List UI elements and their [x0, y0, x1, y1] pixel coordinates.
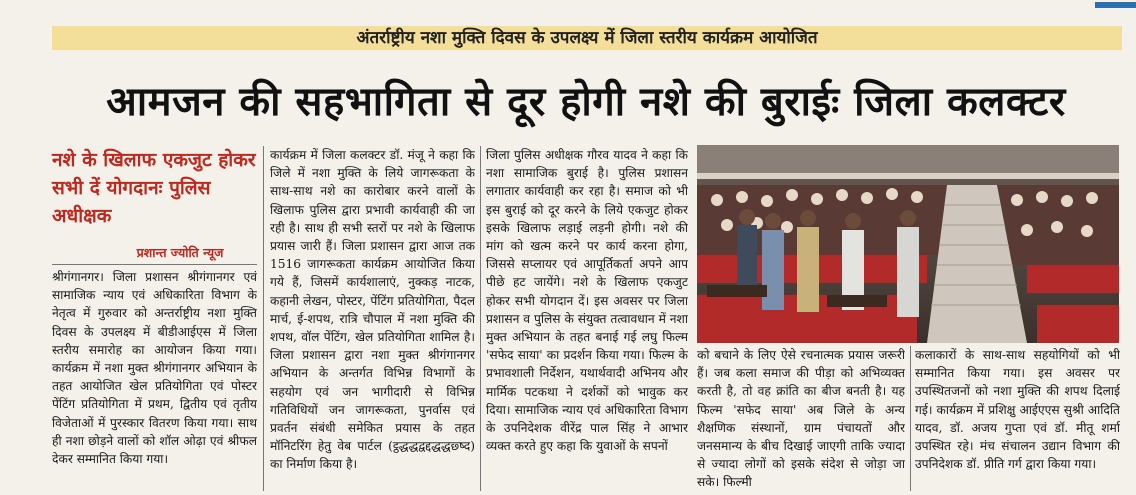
event-photo-illustration	[697, 145, 1119, 343]
column-divider	[910, 346, 911, 491]
byline-divider	[52, 264, 257, 265]
article-column-5	[915, 346, 1120, 492]
article-column-3	[486, 146, 688, 492]
column-divider	[480, 146, 481, 491]
byline: प्रशान्त ज्योति न्यूज	[136, 245, 224, 260]
top-accent-bar	[1095, 2, 1136, 8]
column-5-text: कलाकारों के साथ-साथ सहयोगियों को भी सम्मानित किया गया। इस अवसर पर उपस्थितजनों को नशा मुक्ति की शपथ दिलाई गई। कार्यक्रम में प्रशिक्षु आईएएस सुश्री आदिति यादव, डॉ. अजय गुप्ता एवं डॉ. मीतू शर्मा उपस्थित रहे। मंच संचालन उद्यान विभाग की उपनिदेशक डॉ. प्रीति गर्ग द्वारा किया गया।	[915, 348, 1120, 472]
article-column-2	[270, 146, 475, 492]
column-4-text: को बचाने के लिए ऐसे रचनात्मक प्रयास जरूरी हैं। जब कला समाज की पीड़ा को अभिव्यक्त करती है, तो वह क्रांति का बीज बनती है। यह फिल्म 'सफेद साया' अब जिले के अन्य शैक्षणिक संस्थानों, ग्राम पंचायतों और जनसमान्य के बीच दिखाई जाएगी ताकि ज्यादा से ज्यादा लोगों को इसके संदेश से जोड़ा जा सके। फिल्मी	[697, 348, 905, 490]
column-3-text: जिला पुलिस अधीक्षक गौरव यादव ने कहा कि नशा सामाजिक बुराई है। पुलिस प्रशासन लगातार कार्यवाही कर रहा है। समाज को भी इस बुराई को दूर करने के लिये एकजुट होकर इसके खिलाफ लड़ाई लड़नी होगी। नशे की मांग को खत्म करने पर कार्य करना होगा, जिससे सप्लायर एवं आपूर्तिकर्ता अपने आप पीछे हट जायेंगे। नशे के खिलाफ एकजुट होकर सभी योगदान दें। इस अवसर पर जिला प्रशासन व पुलिस के संयुक्त तत्वावधान में नशा मुक्त अभियान के तहत बनाई गई लघु फिल्म 'सफेद साया' का प्रदर्शन किया गया। फिल्म के प्रभावशाली निर्देशन, यथार्थवादी अभिनय और मार्मिक पटकथा ने दर्शकों को भावुक कर दिया। सामाजिक न्याय एवं अधिकारिता विभाग के उपनिदेशक वीरेंद्र पाल सिंह ने आभार व्यक्त करते हुए कहा कि युवाओं के सपनों	[486, 148, 688, 454]
column-2-text: कार्यक्रम में जिला कलक्टर डॉ. मंजू ने कहा कि जिले में नशा मुक्ति के लिये जागरूकता के साथ-साथ नशे का कारोबार करने वालों के खिलाफ पुलिस द्वारा प्रभावी कार्यवाही की जा रही है। साथ ही सभी स्तरों पर नशे के खिलाफ प्रयास जारी हैं। जिला प्रशासन द्वारा आज तक 1516 जागरूकता कार्यक्रम आयोजित किया गये हैं, जिसमें कार्यशालाएं, नुक्कड़ नाटक, कहानी लेखन, पोस्टर, पेंटिंग प्रतियोगिता, पैदल मार्च, ई-शपथ, रात्रि चौपाल में नशा मुक्ति की शपथ, वॉल पेंटिंग, खेल प्रतियोगिता शामिल है। जिला प्रशासन द्वारा नशा मुक्त श्रीगंगानगर अभियान के अन्तर्गत विभिन्न विभागों के सहयोग एवं जन भागीदारी से विभिन्न गतिविधियों जन जागरूकता, पुनर्वास एवं प्रवर्तन संबंधी समेकित प्रयास के तहत मॉनिटरिंग हेतु वेब पार्टल (ट्ठद्धद्धद्वद्दद्धद्धछ्ष्द) का निर्माण किया है।	[270, 148, 475, 472]
article-column-4	[697, 346, 905, 492]
article-column-1	[52, 268, 257, 492]
column-1-text: श्रीगंगानगर। जिला प्रशासन श्रीगंगानगर एवं सामाजिक न्याय एवं अधिकारिता विभाग के नेतृत्व में गुरुवार को अन्तर्राष्ट्रीय नशा मुक्ति दिवस के उपलक्ष्य में बीडीआईएस में जिला स्तरीय समारोह का आयोजन किया गया। कार्यक्रम में नशा मुक्त श्रीगंगानगर अभियान के तहत आयोजित खेल प्रतियोगिता एवं पोस्टर पेंटिंग प्रतियोगिता में प्रथम, द्वितीय एवं तृतीय विजेताओं में पुरस्कार वितरण किया गया। साथ ही नशा छोड़ने वालों को शॉल ओढ़ा एवं श्रीफल देकर सम्मानित किया गया।	[52, 270, 257, 467]
kicker: अंतर्राष्ट्रीय नशा मुक्ति दिवस के उपलक्ष्य में जिला स्तरीय कार्यक्रम आयोजित	[52, 26, 1122, 50]
column-divider	[263, 146, 264, 491]
subheadline: नशे के खिलाफ एकजुट होकर सभी दें योगदानः पुलिस अधीक्षक	[52, 149, 256, 227]
event-photo	[697, 145, 1119, 343]
headline: आमजन की सहभागिता से दूर होगी नशे की बुराईः जिला कलक्टर	[106, 79, 1066, 125]
